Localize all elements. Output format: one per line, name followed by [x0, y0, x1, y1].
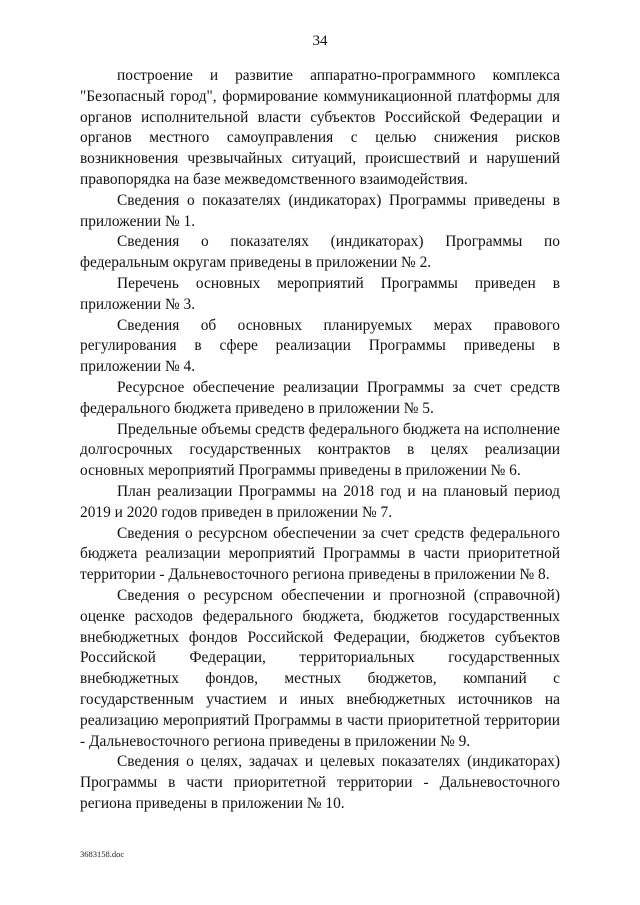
paragraph-appendix-4: Сведения об основных планируемых мерах правового регулирования в сфере реализации Программы приведены в приложении № 4. [80, 316, 560, 376]
paragraph-appendix-7: План реализации Программы на 2018 год и на плановый период 2019 и 2020 годов приведен в приложении № 7. [80, 482, 560, 521]
paragraph-appendix-9: Сведения о ресурсном обеспечении и прогнозной (справочной) оценке расходов федерального бюджета, бюджетов государственных внебюджетных фондов Российской Федерации, бюджетов субъектов Российской Федерации, территориальных государственных внебюджетных фондов, местных бюджетов, компаний с государственным участием и иных внебюджетных источников на реализацию мероприятий Программы в части приоритетной территории - Дальневосточного региона приведены в приложении № 9. [80, 586, 560, 750]
paragraph-appendix-8: Сведения о ресурсном обеспечении за счет средств федерального бюджета реализации мероприятий Программы в части приоритетной территории - Дальневосточного региона приведены в приложении № 8. [80, 524, 560, 584]
page-number: 34 [312, 33, 328, 49]
footer-filename: 3683158.doc [80, 849, 125, 859]
paragraph-appendix-1: Сведения о показателях (индикаторах) Программы приведены в приложении № 1. [80, 191, 560, 230]
paragraph-continuation: построение и развитие аппаратно-программного комплекса "Безопасный город", формирование коммуникационной платформы для органов исполнительной власти субъектов Российской Федерации и органов местного самоуправления с целью снижения рисков возникновения чрезвычайных ситуаций, происшествий и нарушений правопорядка на базе межведомственного взаимодействия. [80, 67, 560, 188]
document-body [80, 66, 560, 815]
paragraph-appendix-3: Перечень основных мероприятий Программы приведен в приложении № 3. [80, 274, 560, 313]
paragraph-appendix-6: Предельные объемы средств федерального бюджета на исполнение долгосрочных государственных контрактов в целях реализации основных мероприятий Программы приведены в приложении № 6. [80, 420, 560, 480]
paragraph-appendix-5: Ресурсное обеспечение реализации Программы за счет средств федерального бюджета приведено в приложении № 5. [80, 378, 560, 417]
paragraph-appendix-2: Сведения о показателях (индикаторах) Программы по федеральным округам приведены в приложении № 2. [80, 233, 560, 272]
paragraph-appendix-10: Сведения о целях, задачах и целевых показателях (индикаторах) Программы в части приоритетной территории - Дальневосточного региона приведены в приложении № 10. [80, 753, 560, 812]
